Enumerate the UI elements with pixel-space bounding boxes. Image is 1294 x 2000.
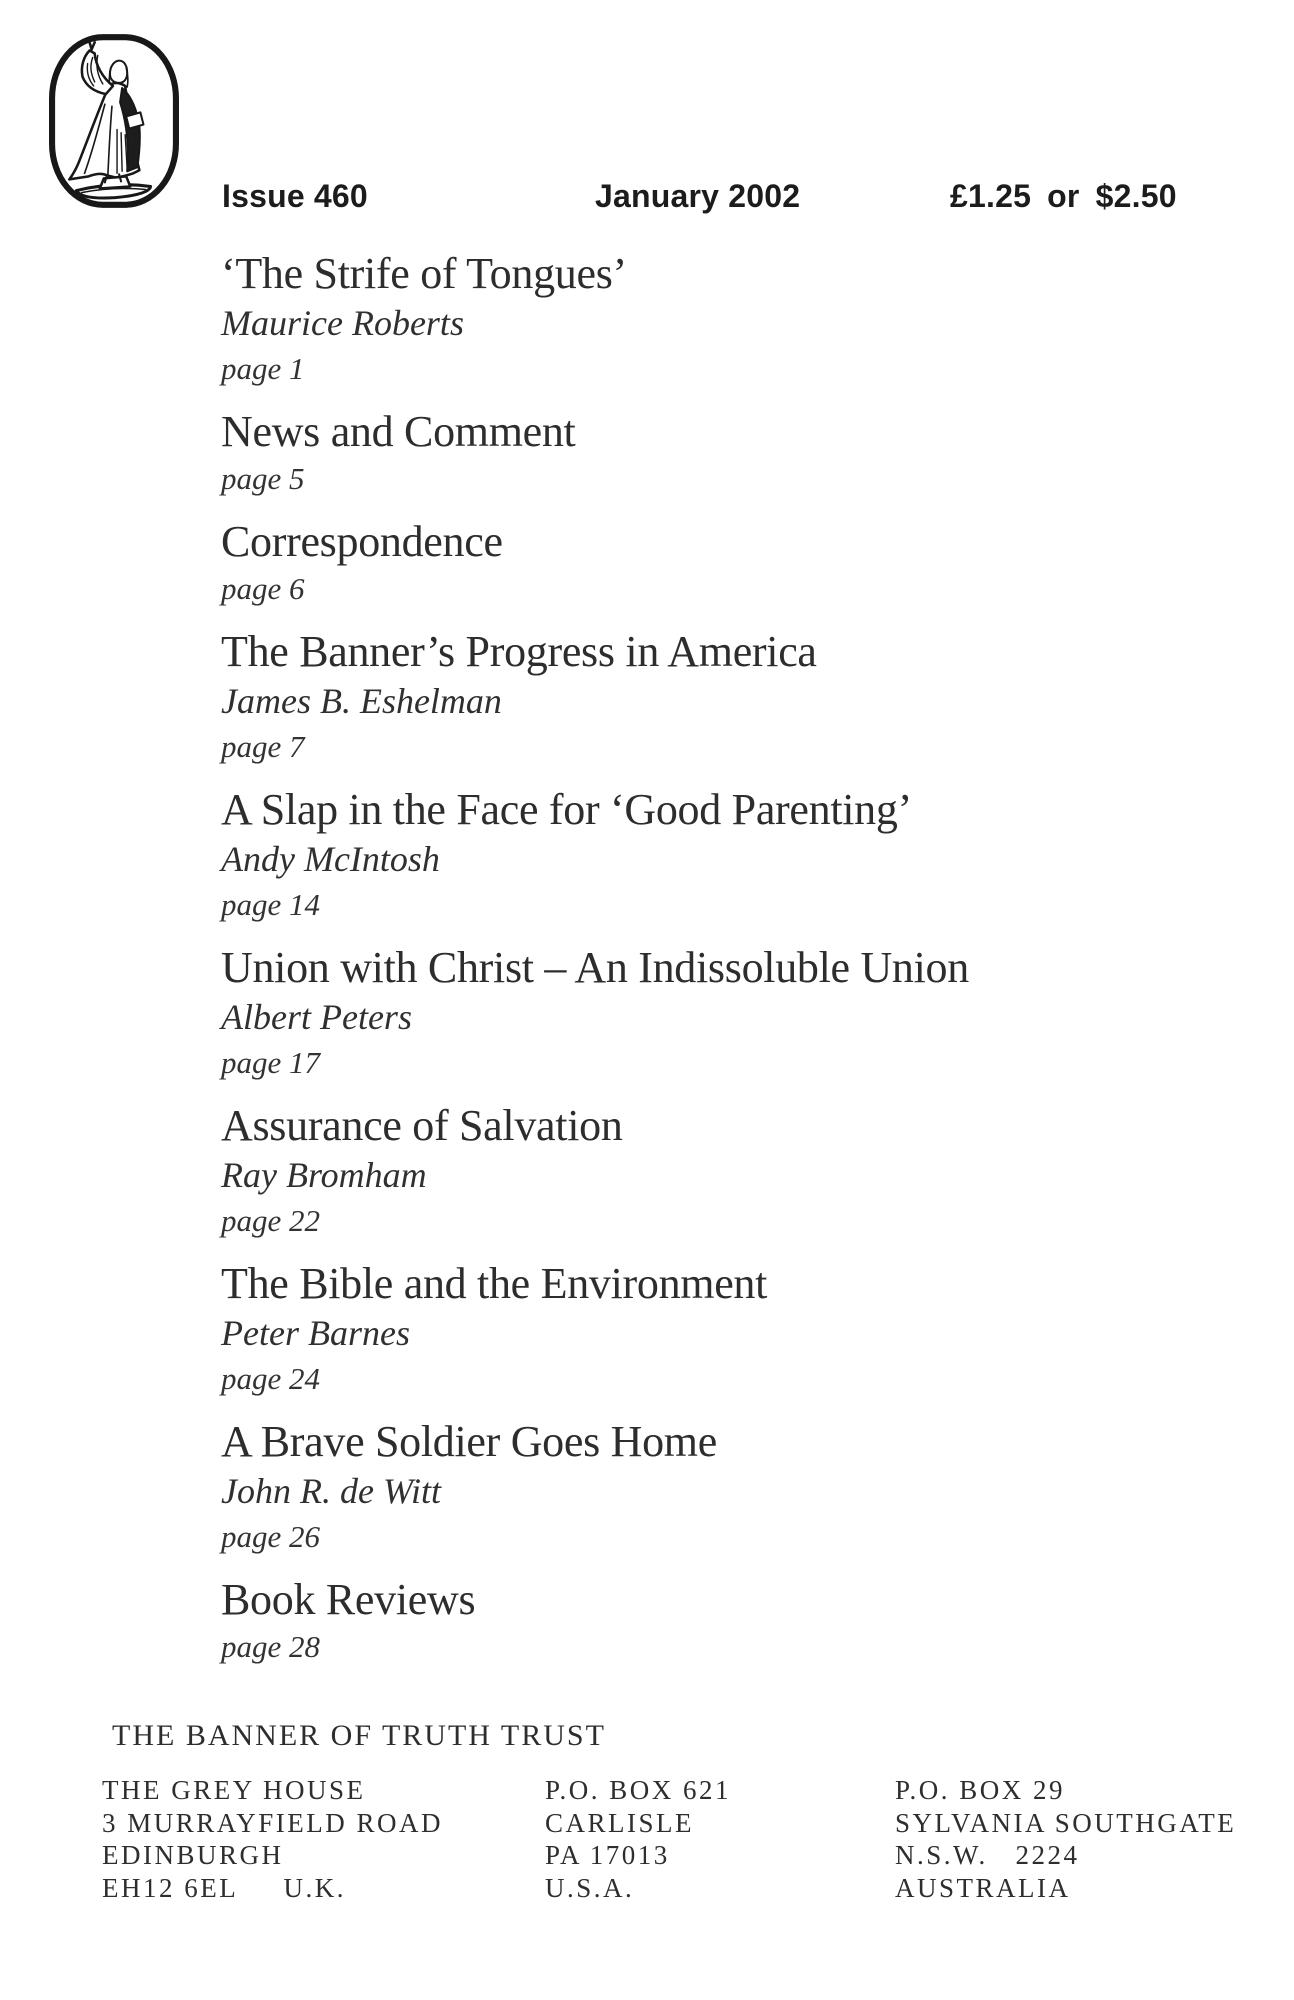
- publisher-logo: [48, 33, 180, 209]
- article-author: Maurice Roberts: [221, 303, 464, 343]
- publisher-address-column: [895, 1774, 1236, 1904]
- article-entry: [221, 1575, 969, 1669]
- article-page: page 22: [221, 1203, 321, 1238]
- article-author: Ray Bromham: [221, 1155, 427, 1195]
- address-line: EDINBURGH: [102, 1840, 284, 1870]
- contents-list: [221, 249, 969, 1685]
- issue-price: £1.25 or $2.50: [950, 178, 1177, 214]
- publisher-address-column: [545, 1774, 731, 1904]
- article-entry: [221, 407, 969, 501]
- address-line: N.S.W. 2224: [895, 1840, 1080, 1870]
- article-entry: [221, 627, 969, 769]
- address-line: PA 17013: [545, 1840, 670, 1870]
- issue-date: January 2002: [595, 178, 801, 214]
- article-page: page 24: [221, 1361, 321, 1396]
- article-author: Peter Barnes: [221, 1313, 410, 1353]
- article-title: Book Reviews: [221, 1575, 476, 1624]
- address-line: 3 MURRAYFIELD ROAD: [102, 1807, 444, 1838]
- article-page: page 6: [221, 571, 305, 606]
- address-line: P.O. BOX 29: [895, 1775, 1066, 1805]
- article-title: Correspondence: [221, 517, 503, 566]
- article-title: The Banner’s Progress in America: [221, 627, 817, 676]
- article-title: Assurance of Salvation: [221, 1101, 623, 1150]
- article-page: page 14: [221, 887, 321, 922]
- article-author: Albert Peters: [221, 997, 412, 1037]
- article-entry: [221, 517, 969, 611]
- article-page: page 17: [221, 1045, 321, 1080]
- address-line: CARLISLE: [545, 1807, 695, 1838]
- publisher-name: THE BANNER OF TRUTH TRUST: [112, 1719, 606, 1752]
- address-line: P.O. BOX 621: [545, 1775, 732, 1805]
- issue-number: Issue 460: [222, 178, 368, 214]
- article-page: page 28: [221, 1629, 321, 1664]
- article-author: James B. Eshelman: [221, 681, 502, 721]
- article-title: The Bible and the Environment: [221, 1259, 768, 1308]
- article-entry: [221, 785, 969, 927]
- article-author: Andy McIntosh: [221, 839, 440, 879]
- address-line: U.S.A.: [545, 1872, 635, 1903]
- publisher-address-column: [102, 1774, 443, 1904]
- address-line: THE GREY HOUSE: [102, 1775, 366, 1805]
- article-title: A Brave Soldier Goes Home: [221, 1417, 717, 1466]
- article-title: News and Comment: [221, 407, 576, 456]
- article-title: ‘The Strife of Tongues’: [221, 249, 627, 298]
- article-title: A Slap in the Face for ‘Good Parenting’: [221, 785, 912, 834]
- article-entry: [221, 1417, 969, 1559]
- article-author: John R. de Witt: [221, 1471, 441, 1511]
- article-page: page 26: [221, 1519, 321, 1554]
- address-line: AUSTRALIA: [895, 1872, 1071, 1903]
- article-entry: [221, 1101, 969, 1243]
- article-entry: [221, 249, 969, 391]
- article-entry: [221, 943, 969, 1085]
- article-page: page 7: [221, 729, 305, 764]
- article-entry: [221, 1259, 969, 1401]
- article-title: Union with Christ – An Indissoluble Union: [221, 943, 969, 992]
- preacher-statue-icon: [48, 33, 180, 209]
- article-page: page 5: [221, 461, 305, 496]
- article-page: page 1: [221, 351, 305, 386]
- address-line: SYLVANIA SOUTHGATE: [895, 1807, 1237, 1838]
- address-line: EH12 6EL U.K.: [102, 1872, 346, 1903]
